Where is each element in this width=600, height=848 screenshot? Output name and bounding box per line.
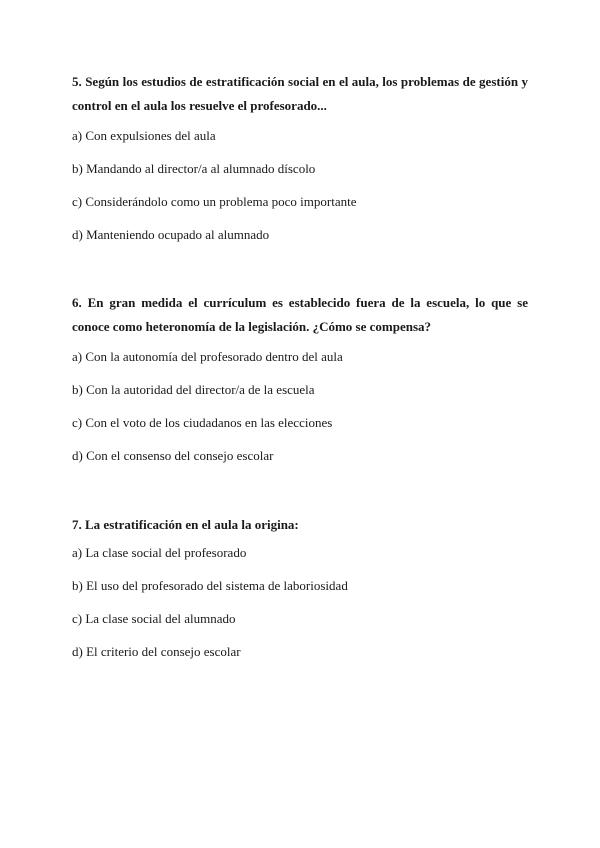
question-6-option-b: b) Con la autoridad del director/a de la escuela — [72, 382, 315, 397]
question-7-options — [72, 544, 528, 676]
question-7-option-d: d) El criterio del consejo escolar — [72, 644, 241, 659]
question-6-prompt: 6. En gran medida el currículum es establecido fuera de la escuela, lo que se conoce como heteronomía de la legislación. ¿Cómo se compensa? — [72, 295, 528, 334]
question-5-option-d: d) Manteniendo ocupado al alumnado — [72, 227, 270, 242]
question-7-prompt: 7. La estratificación en el aula la origina: — [72, 517, 299, 532]
question-6 — [72, 291, 528, 463]
question-5-option-a: a) Con expulsiones del aula — [72, 128, 216, 143]
question-5 — [72, 70, 528, 242]
question-5-prompt: 5. Según los estudios de estratificación social en el aula, los problemas de gestión y control en el aula los resuelve el profesorado... — [72, 74, 528, 113]
question-6-option-a: a) Con la autonomía del profesorado dentro del aula — [72, 349, 343, 364]
question-5-option-c: c) Considerándolo como un problema poco importante — [72, 194, 357, 209]
question-7-option-a: a) La clase social del profesorado — [72, 545, 247, 560]
question-6-option-c: c) Con el voto de los ciudadanos en las elecciones — [72, 415, 333, 430]
question-7 — [72, 513, 528, 659]
question-5-option-b: b) Mandando al director/a al alumnado díscolo — [72, 161, 316, 176]
question-7-option-c: c) La clase social del alumnado — [72, 611, 236, 626]
question-7-option-b: b) El uso del profesorado del sistema de laboriosidad — [72, 578, 348, 593]
question-6-option-d: d) Con el consenso del consejo escolar — [72, 448, 274, 463]
question-5-options — [72, 127, 528, 259]
question-6-options — [72, 348, 528, 480]
